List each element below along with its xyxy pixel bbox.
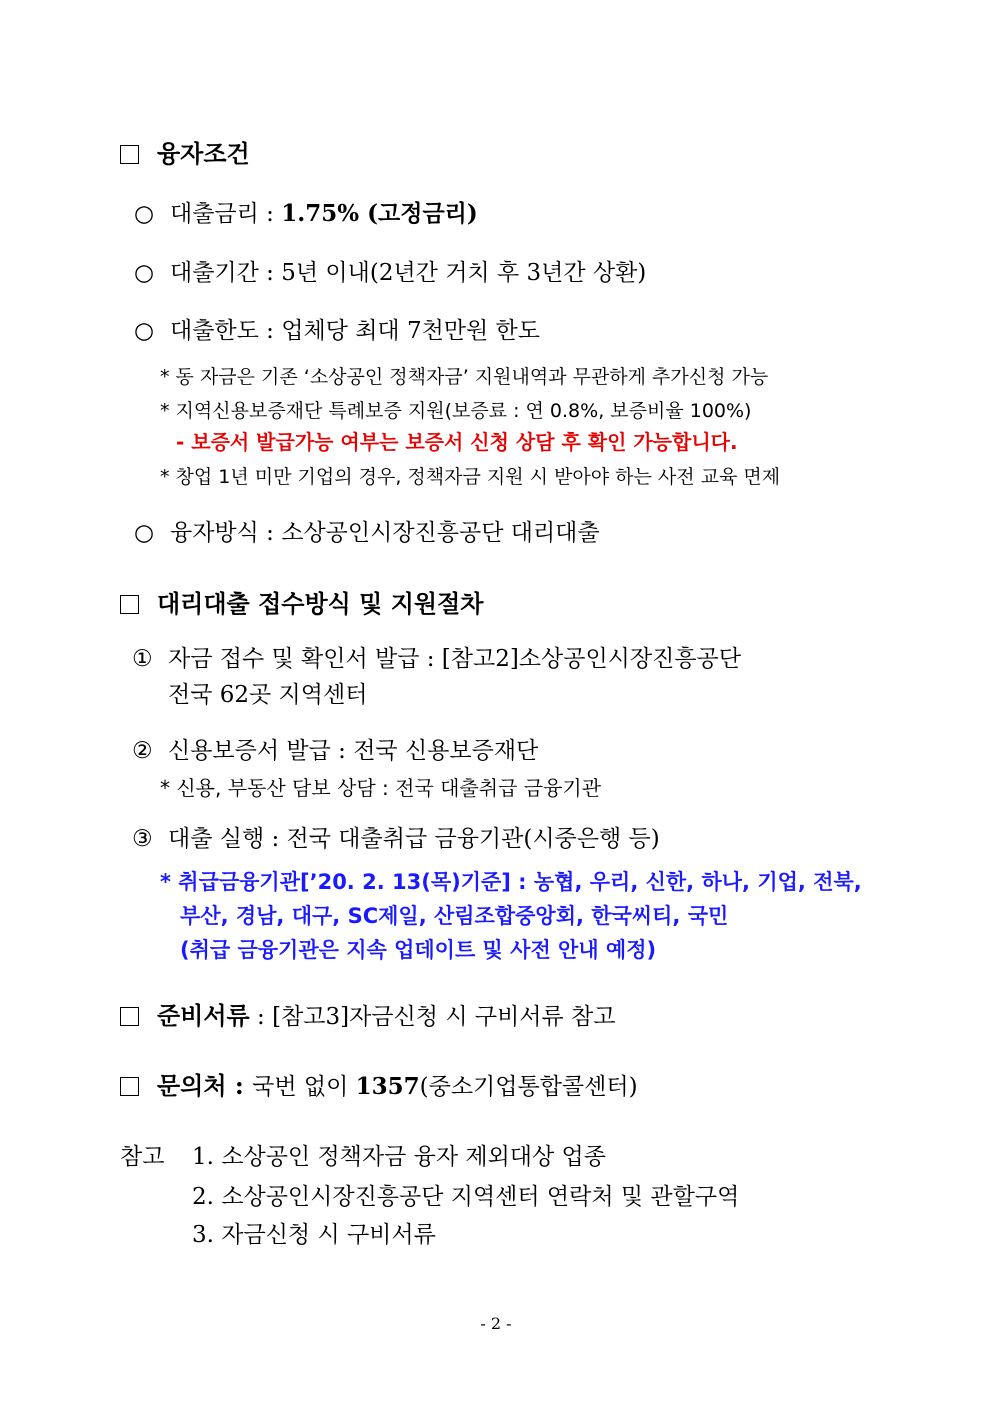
circle-bullet-icon: ○ [134,318,155,344]
checkbox-square-icon [120,1007,139,1026]
loan-method: ○ 융자방식 : 소상공인시장진흥공단 대리대출 [134,520,600,546]
loan-limit: ○ 대출한도 : 업체당 최대 7천만원 한도 [134,318,540,344]
loan-period: ○ 대출기간 : 5년 이내(2년간 거치 후 3년간 상환) [134,260,647,286]
section-heading-contact: 문의처 : 국번 없이 1357(중소기업통합콜센터) [120,1074,638,1099]
circle-bullet-icon: ○ [134,260,155,286]
section-heading-loan-terms: 융자조건 [120,142,250,166]
note-guarantee: * 지역신용보증재단 특례보증 지원(보증료 : 연 0.8%, 보증비율 100%) [160,400,752,422]
note-additional-application: * 동 자금은 기존 ‘소상공인 정책자금’ 지원내역과 무관하게 추가신청 가능 [160,366,769,388]
note-education-exemption: * 창업 1년 미만 기업의 경우, 정책자금 지원 시 받아야 하는 사전 교육 면제 [160,466,781,488]
note-guarantee-warning: - 보증서 발급가능 여부는 보증서 신청 상담 후 확인 가능합니다. [176,430,738,454]
checkbox-square-icon [120,1077,139,1096]
reference-item-2: 2. 소상공인시장진흥공단 지역센터 연락처 및 관할구역 [192,1184,740,1210]
reference-label: 참고 [120,1144,165,1170]
institutions-list-1: * 취급금융기관[’20. 2. 13(목)기준] : 농협, 우리, 신한, 하나, 기업, 전북, [160,870,862,894]
step-1: ① 자금 접수 및 확인서 발급 : [참고2]소상공인시장진흥공단 [132,646,741,672]
institutions-list-2: 부산, 경남, 대구, SC제일, 산림조합중앙회, 한국씨티, 국민 [180,904,729,928]
step-1-cont: 전국 62곳 지역센터 [168,682,368,708]
checkbox-square-icon [120,595,139,614]
step-2-note: * 신용, 부동산 담보 상담 : 전국 대출취급 금융기관 [160,776,602,800]
section-heading-documents: 준비서류 : [참고3]자금신청 시 구비서류 참고 [120,1004,615,1029]
checkbox-square-icon [120,145,139,164]
reference-item-1: 1. 소상공인 정책자금 융자 제외대상 업종 [192,1144,606,1170]
loan-rate: ○ 대출금리 : 1.75% (고정금리) [134,200,478,227]
section-heading-procedure: 대리대출 접수방식 및 지원절차 [120,592,483,616]
step-3: ③ 대출 실행 : 전국 대출취급 금융기관(시중은행 등) [132,826,660,852]
circle-bullet-icon: ○ [134,520,155,546]
circle-bullet-icon: ○ [134,201,155,227]
institutions-note: (취급 금융기관은 지속 업데이트 및 사전 안내 예정) [180,938,657,962]
step-2: ② 신용보증서 발급 : 전국 신용보증재단 [132,738,539,764]
page-number: - 2 - [480,1314,512,1333]
reference-item-3: 3. 자금신청 시 구비서류 [192,1222,436,1248]
